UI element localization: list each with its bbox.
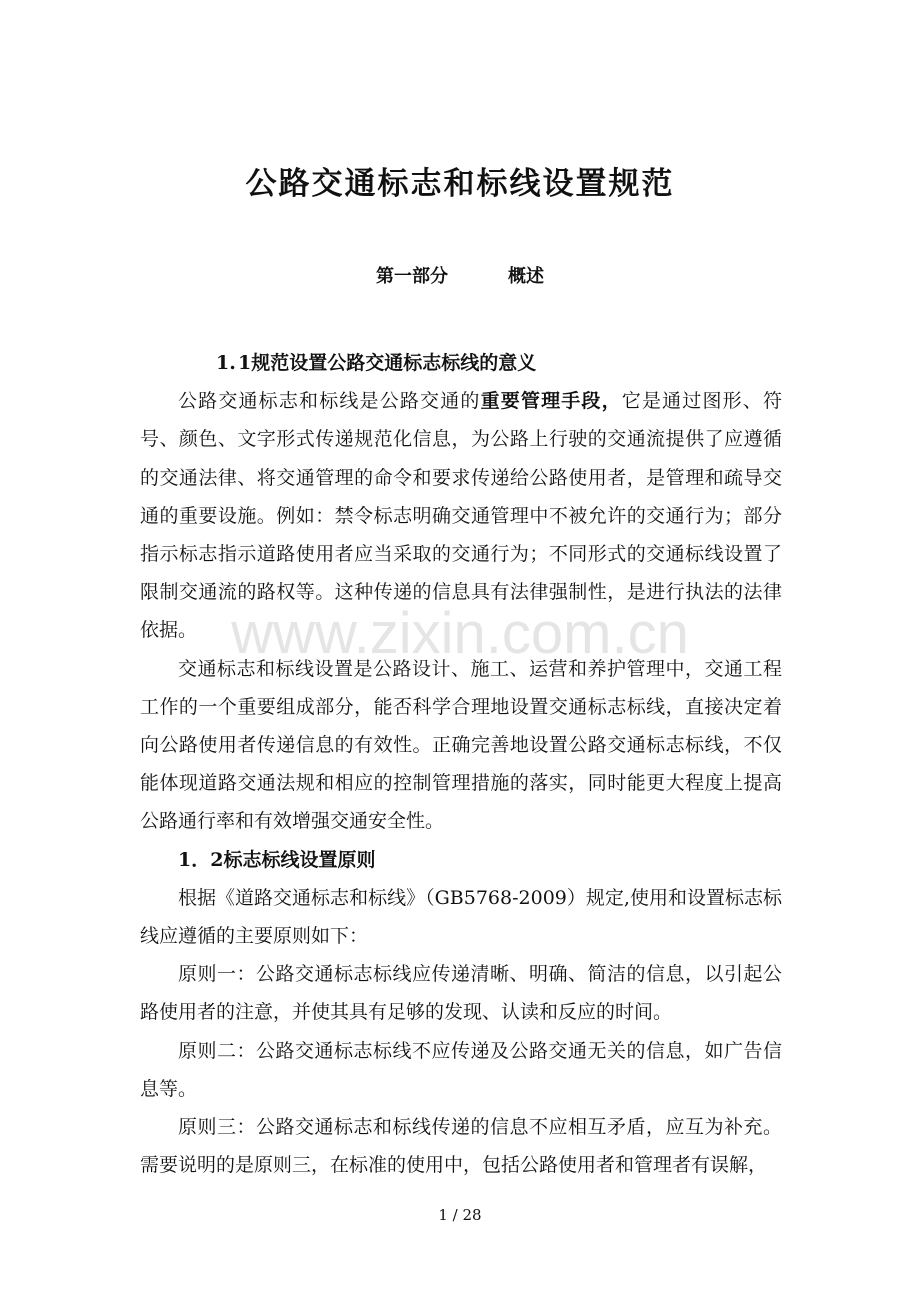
paragraph-text: 公路交通标志和标线是公路交通的	[178, 390, 481, 413]
principle-one: 原则一：公路交通标志标线应传递清晰、明确、简洁的信息，以引起公路使用者的注意，并使其具有足够的发现、认读和反应的时间。	[140, 963, 782, 1024]
part-title: 概述	[508, 266, 544, 287]
paragraph: 交通标志和标线设置是公路设计、施工、运营和养护管理中，交通工程工作的一个重要组成部分，能否科学合理地设置交通标志标线，直接决定着向公路使用者传递信息的有效性。正确完善地设置公路交通标志标线，不仅能体现道路交通法规和相应的控制管理措施的落实，同时能更大程度上提高公路通行率和有效增强交通安全性。	[140, 657, 782, 833]
paragraph-text: 它是通过图形、符号、颜色、文字形式传递规范化信息，为公路上行驶的交通流提供了应遵循的交通法律、将交通管理的命令和要求传递给公路使用者，是管理和疏导交通的重要设施。例如：禁令标志明确交通管理中不被允许的交通行为；部分指示标志指示道路使用者应当采取的交通行为；不同形式的交通标线设置了限制交通流的路权等。这种传递的信息具有法律强制性，是进行执法的法律依据。	[140, 390, 782, 642]
part-heading	[0, 262, 920, 288]
emphasis-text: 重要管理手段，	[480, 390, 622, 413]
principle-two: 原则二：公路交通标志标线不应传递及公路交通无关的信息，如广告信息等。	[140, 1039, 782, 1100]
section-heading-1-1	[140, 344, 782, 382]
document-title: 公路交通标志和标线设置规范	[245, 166, 675, 202]
principle-three: 原则三：公路交通标志和标线传递的信息不应相互矛盾，应互为补充。需要说明的是原则三，在标准的使用中，包括公路使用者和管理者有误解，	[140, 1116, 782, 1177]
page-indicator: 1 / 28	[438, 1206, 482, 1224]
section-number: 1.	[216, 352, 236, 374]
document-body	[140, 344, 782, 1184]
section-heading-text: 1规范设置公路交通标志标线的意义	[238, 352, 537, 374]
paragraph	[140, 382, 782, 649]
section-heading-1-2: 1．2标志标线设置原则	[178, 848, 376, 871]
watermark: www.zixin.com.cn	[231, 601, 689, 666]
part-number: 第一部分	[376, 266, 448, 287]
paragraph: 根据《道路交通标志和标线》（GB5768-2009）规定,使用和设置标志标线应遵循的主要原则如下：	[140, 886, 782, 948]
